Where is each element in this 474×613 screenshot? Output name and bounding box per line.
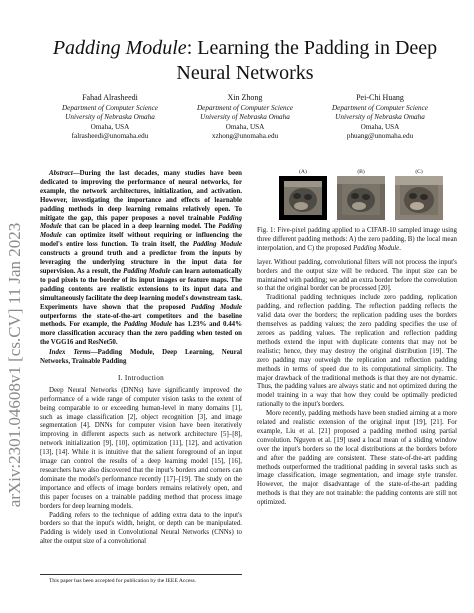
figure-panel-c: (C) (395, 168, 443, 220)
paragraph: Padding refers to the technique of adding extra data to the input's borders so that the input's width, height, or depth can be manipulated. Padding is widely used in Convolutional Neural Networks (CNNs) to alter the output size of a convolutional (40, 511, 242, 546)
padded-image-zero (279, 176, 327, 220)
paper-title: Padding Module: Learning the Padding in Deep Neural Networks (52, 37, 438, 84)
figure-panel-b: (B) (337, 168, 385, 220)
index-terms: Index Terms—Padding Module, Deep Learning, Neural Networks, Trainable Padding (40, 349, 243, 366)
right-column (257, 168, 457, 508)
left-column (40, 170, 242, 547)
arxiv-stamp: arXiv:2301.04608v1 [cs.CV] 11 Jan 2023 (5, 222, 24, 508)
padded-image-padding-module (395, 176, 443, 220)
figure-panel-a: (A) (279, 168, 327, 220)
author-email: falrasheedi@unomaha.edu (71, 132, 149, 140)
author-2: Xin Zhong Department of Computer Science University of Nebraska Omaha Omaha, USA xzhong@unomaha.edu (175, 93, 315, 142)
author-1: Fahad Alrasheedi Department of Computer Science University of Nebraska Omaha Omaha, USA falrasheedi@unomaha.edu (40, 93, 180, 142)
figure-1 (257, 168, 457, 224)
padded-image-local-mean (337, 176, 385, 220)
figure-caption: Fig. 1: Five-pixel padding applied to a CIFAR-10 sampled image using three different padding methods: A) the zero padding, B) the local mean interpolation, and C) the proposed Padding Module. (257, 227, 457, 252)
abstract: Abstract—During the last decades, many studies have been dedicated to improving the performance of neural networks, for example, the network architectures, initialization, and activation. However, investigating the importance and effects of learnable padding methods in deep learning remains relatively open. To mitigate the gap, this paper proposes a novel trainable Padding Module that can be placed in a deep learning model. The Padding Module can optimize itself without requiring or influencing the model's entire loss function. To train itself, the Padding Module constructs a ground truth and a predictor from the inputs by leveraging the underlying structure in the input data for supervision. As a result, the Padding Module can learn automatically to pad pixels to the border of its input images or feature maps. The padding contents are realistic extensions to its input data and simultaneously facilitate the deep learning model's downstream task. Experiments have shown that the proposed Padding Module outperforms the state-of-the-art competitors and the baseline methods. For example, the Padding Module has 1.23% and 0.44% more classification accuracy than the zero padding when tested on the VGG16 and ResNet50. (40, 170, 242, 347)
paragraph: Traditional padding techniques include zero padding, replication padding, and reflection padding. The reflection padding reflects the valid data over the borders; the replication padding uses the borders themselves as padding values; the zero padding specifies the use of zeroes as padding values. The replication and reflection padding methods extend the input with duplicate contents that may not be realistic; hence, they may destroy the original distribution [19]. The zero padding may outweigh the replication and reflection padding methods in terms of speed due to its computational simplicity. The major drawback of the traditional methods is that they are not dynamic. Thus, the padding values are always static and not optimized during the model training in a way that how they could be optimally predicted rationally to the input's borders. (257, 294, 457, 409)
author-email: phuang@unomaha.edu (346, 132, 414, 140)
paragraph: Deep Neural Networks (DNNs) have significantly improved the performance of a wide range of computer vision tasks to the extent of being comparable to or exceeding human-level in many domains [1], such as image classification [2], object recognition [3], and image segmentation [4]. DNNs for computer vision have been iteratively improving in different aspects such as network architecture [5]–[8], network initialization [9], [10], optimization [11], [12], and activation [13], [14]. While it is intuitive that the salient foreground of an input image can control the results of a deep learning model [15], [16], researchers have also discovered that the input's borders and corners can dominate the model's performance recently [17]–[19]. The study on the importance and effects of image borders remains relatively open, and this paper focuses on a trainable padding method that process image borders for deep learning models. (40, 386, 242, 510)
author-block (40, 93, 450, 153)
paragraph: More recently, padding methods have been studied aiming at a more related and realistic extension of the original input [19], [21]. For example, Liu et al. [21] proposed a padding method using partial convolution. Nguyen et al. [19] used a local mean of a sliding window over the input's borders so the local distributions at the borders before and after the padding are consistent. These state-of-the-art padding methods outperformed the traditional padding in several tasks such as image classification, image segmentation, and image style transfer. However, the major disadvantage of the state-of-the-art padding methods is that they are not trainable: the padding contents are still not optimized. (257, 410, 457, 507)
section-heading: I. Introduction (117, 373, 165, 382)
paragraph: layer. Without padding, convolutional filters will not process the input's borders and the output size will be reduced. The input size can be maintained with padding; we add an extra border before the convolution so that the original border can be processed [20]. (257, 258, 457, 293)
footnote: This paper has been accepted for publication by the IEEE Access. (40, 574, 242, 585)
author-email: xzhong@unomaha.edu (211, 132, 279, 140)
author-3: Pei-Chi Huang Department of Computer Science University of Nebraska Omaha Omaha, USA phuang@unomaha.edu (310, 93, 450, 142)
